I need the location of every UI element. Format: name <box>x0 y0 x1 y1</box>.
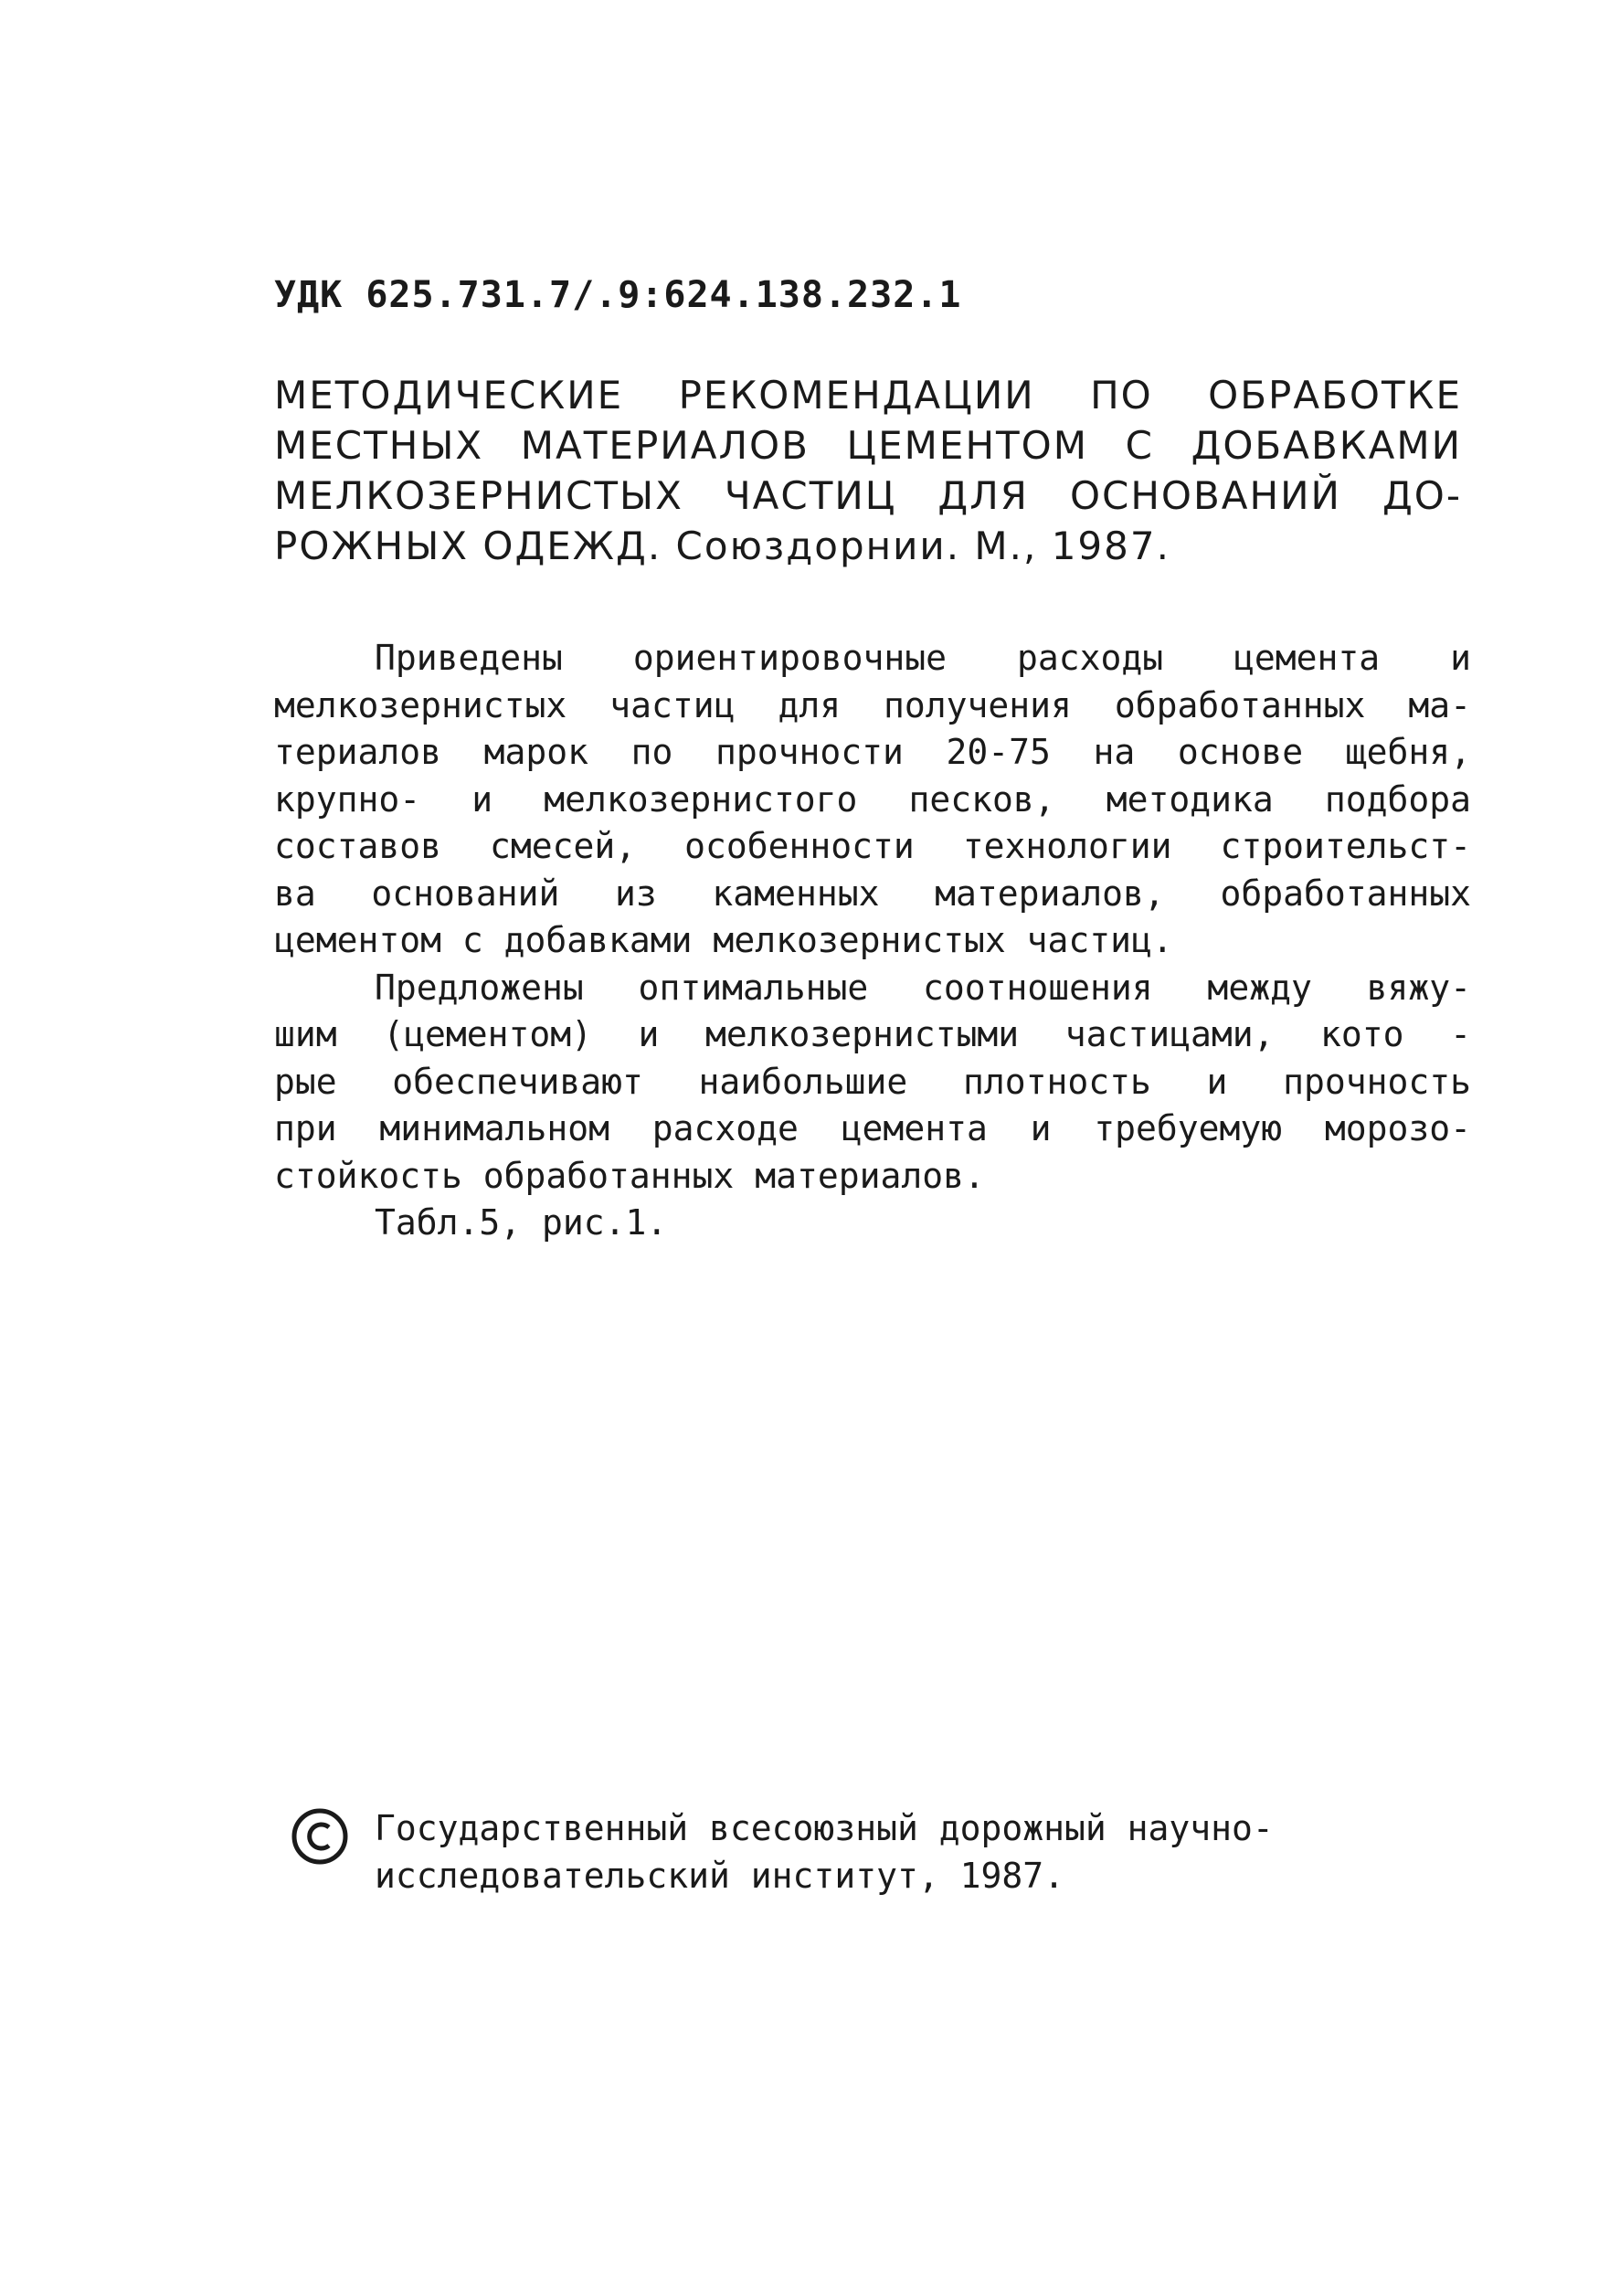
copyright-icon <box>291 1807 349 1866</box>
abstract-line: стойкость обработанных материалов. <box>274 1155 985 1196</box>
abstract-line: составов смесей, особенности технологии строительст- <box>274 826 1471 866</box>
udk-code: УДК 625.731.7/.9:624.138.232.1 <box>274 274 962 316</box>
copyright-line: исследовательский институт, 1987. <box>375 1856 1064 1896</box>
title-line: МЕЛКОЗЕРНИСТЫХ ЧАСТИЦ ДЛЯ ОСНОВАНИЙ ДО- <box>274 473 1462 518</box>
copyright-text <box>375 1804 1274 1899</box>
abstract-line: мелкозернистых частиц для получения обработанных ма- <box>274 684 1471 725</box>
abstract-line: цементом с добавками мелкозернистых частиц. <box>274 920 1173 960</box>
title-line: МЕТОДИЧЕСКИЕ РЕКОМЕНДАЦИИ ПО ОБРАБОТКЕ <box>274 373 1462 418</box>
title-line: МЕСТНЫХ МАТЕРИАЛОВ ЦЕМЕНТОМ С ДОБАВКАМИ <box>274 423 1462 468</box>
abstract-line: крупно- и мелкозернистого песков, методика подбора <box>274 778 1471 820</box>
abstract-line: при минимальном расходе цемента и требуемую морозо- <box>274 1108 1471 1148</box>
document-title <box>274 370 1462 571</box>
abstract-line: ва оснований из каменных материалов, обработанных <box>274 873 1471 914</box>
abstract-line: рые обеспечивают наибольшие плотность и прочность <box>274 1061 1471 1102</box>
abstract-line: териалов марок по прочности 20-75 на основе щебня, <box>274 732 1471 772</box>
abstract-line: Предложены оптимальные соотношения между вяжу- <box>375 967 1471 1008</box>
abstract-line: Табл.5, рис.1. <box>375 1202 668 1243</box>
abstract-line: шим (цементом) и мелкозернистыми частицами, кото - <box>274 1014 1471 1054</box>
abstract-line: Приведены ориентировочные расходы цемента и <box>375 638 1471 678</box>
copyright-line: Государственный всесоюзный дорожный научно- <box>375 1808 1274 1848</box>
title-line: РОЖНЫХ ОДЕЖД. Союздорнии. М., 1987. <box>274 524 1170 568</box>
abstract <box>274 635 1471 1247</box>
